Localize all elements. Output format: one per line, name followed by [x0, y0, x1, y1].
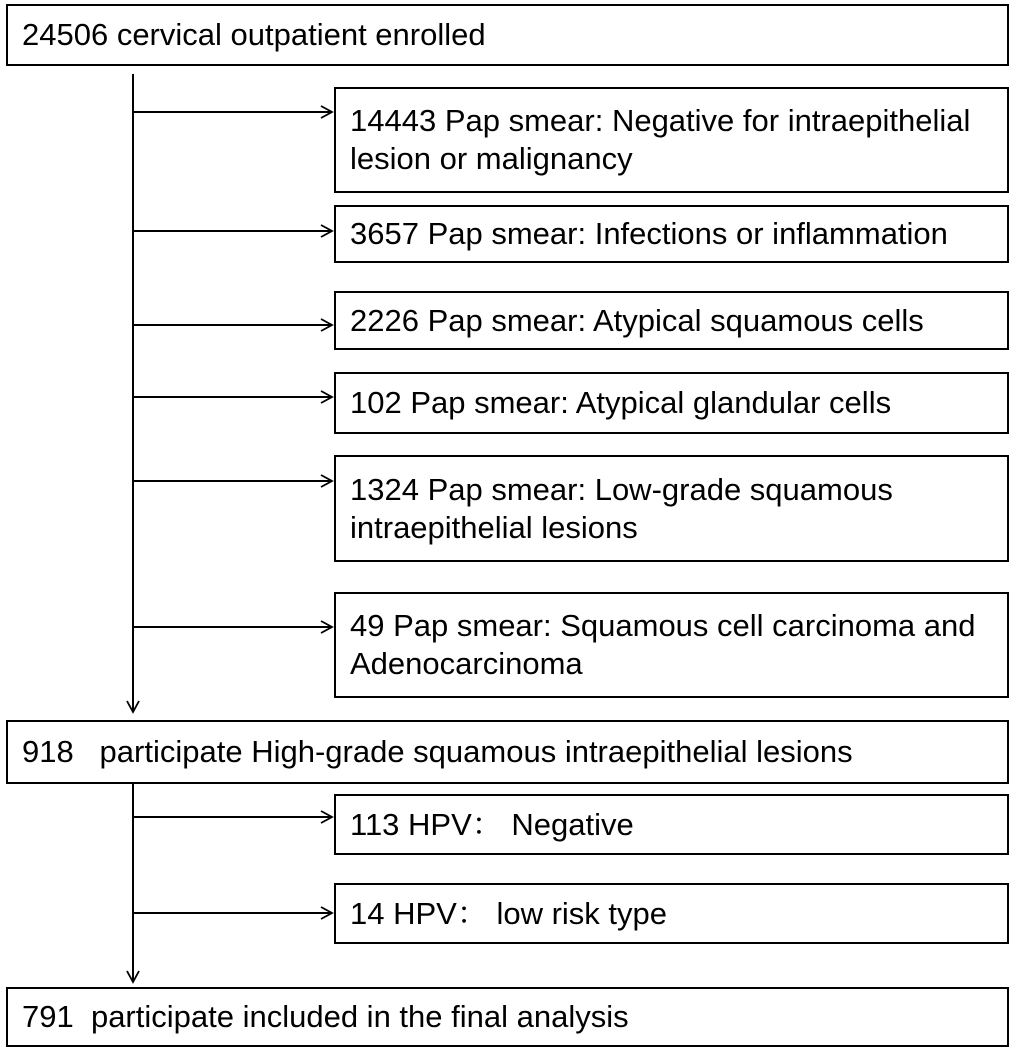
exclusion-box-1	[334, 87, 1009, 193]
hpv-exclusion-text-2: 14 HPV： low risk type	[350, 895, 667, 931]
exclusion-text-5: 1324 Pap smear: Low-grade squamous intraepithelial lesions	[350, 471, 902, 545]
exclusion-text-1: 14443 Pap smear: Negative for intraepithelial lesion or malignancy	[350, 103, 979, 176]
hsil-box	[6, 720, 1009, 784]
exclusion-box-5	[334, 455, 1009, 562]
exclusion-box-3	[334, 291, 1009, 350]
exclusion-text-3: 2226 Pap smear: Atypical squamous cells	[350, 302, 924, 338]
exclusion-text-6: 49 Pap smear: Squamous cell carcinoma and Adenocarcinoma	[350, 608, 983, 681]
hpv-exclusion-box-2	[334, 883, 1009, 944]
exclusion-text-4: 102 Pap smear: Atypical glandular cells	[350, 385, 892, 420]
final-analysis-box	[6, 987, 1009, 1047]
exclusion-box-6	[334, 592, 1009, 698]
exclusion-box-2	[334, 205, 1009, 263]
hpv-exclusion-text-1: 113 HPV： Negative	[350, 806, 634, 842]
hpv-exclusion-box-1	[334, 794, 1009, 855]
hsil-text: 918 participate High-grade squamous intraepithelial lesions	[22, 734, 853, 769]
exclusion-box-4	[334, 372, 1009, 434]
exclusion-text-2: 3657 Pap smear: Infections or inflammation	[350, 216, 948, 251]
final-analysis-text: 791 participate included in the final analysis	[22, 999, 629, 1034]
enrolled-box	[6, 4, 1009, 66]
enrolled-text: 24506 cervical outpatient enrolled	[22, 17, 486, 52]
